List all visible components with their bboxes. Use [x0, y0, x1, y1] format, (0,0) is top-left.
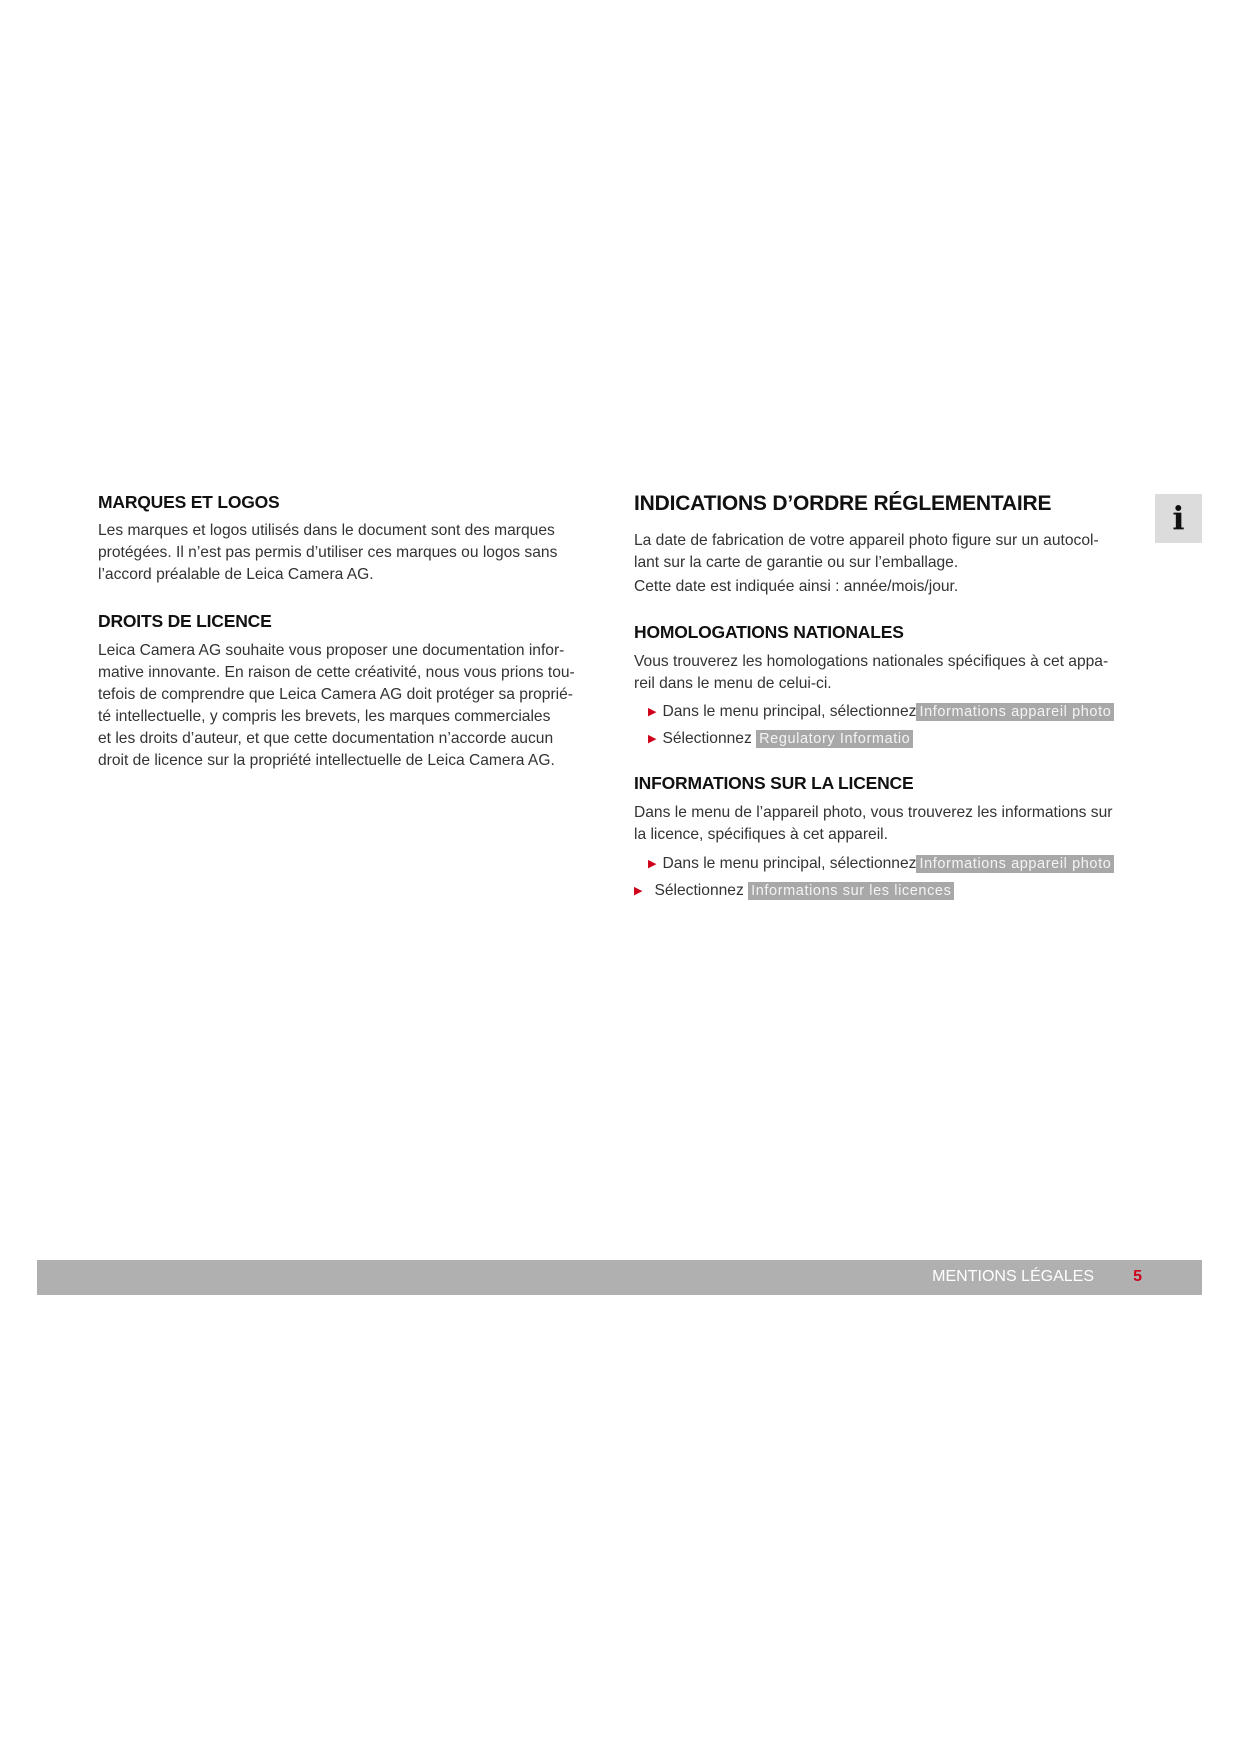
text-line: mative innovante. En raison de cette créativité, nous vous prions tou-: [98, 664, 575, 681]
text-line: protégées. Il n’est pas permis d’utiliser ces marques ou logos sans: [98, 544, 558, 561]
text-line: Cette date est indiquée ainsi : année/mois/jour.: [634, 578, 959, 595]
text-line: Dans le menu de l’appareil photo, vous trouverez les informations sur: [634, 804, 1113, 821]
paragraph-droits: [98, 640, 575, 772]
paragraph-licence: [634, 802, 1112, 846]
triangle-bullet-icon: ▶: [648, 706, 657, 718]
bullet-step: [648, 728, 913, 750]
heading-indications: INDICATIONS D’ORDRE RÉGLEMENTAIRE: [634, 492, 1052, 515]
page-footer: [37, 1260, 1202, 1295]
menu-item-label: Informations appareil photo: [916, 855, 1114, 873]
bullet-step: [634, 880, 954, 902]
heading-licence: INFORMATIONS SUR LA LICENCE: [634, 773, 914, 793]
info-icon: i: [1155, 494, 1202, 543]
text-line: la licence, spécifiques à cet appareil.: [634, 826, 888, 843]
bullet-step: [648, 853, 1114, 875]
paragraph-homologations: [634, 651, 1108, 695]
text-line: et les droits d’auteur, et que cette documentation n’accorde aucun: [98, 730, 554, 747]
text-line: té intellectuelle, y compris les brevets, les marques commerciales: [98, 708, 551, 725]
triangle-bullet-icon: ▶: [648, 858, 657, 870]
text-line: La date de fabrication de votre appareil photo figure sur un autocol-: [634, 532, 1099, 549]
text-line: Leica Camera AG souhaite vous proposer une documentation infor-: [98, 642, 565, 659]
heading-marques: MARQUES ET LOGOS: [98, 492, 280, 512]
text-line: reil dans le menu de celui-ci.: [634, 675, 832, 692]
step-text: Dans le menu principal, sélectionnez: [662, 703, 917, 720]
step-text: Sélectionnez: [654, 882, 744, 899]
text-line: l’accord préalable de Leica Camera AG.: [98, 566, 374, 583]
text-line: Les marques et logos utilisés dans le document sont des marques: [98, 522, 555, 539]
paragraph-indications: [634, 530, 1099, 598]
menu-item-label: Informations appareil photo: [916, 703, 1114, 721]
triangle-bullet-icon: ▶: [634, 885, 643, 897]
heading-droits: DROITS DE LICENCE: [98, 611, 272, 631]
text-line: Vous trouverez les homologations nationales spécifiques à cet appa-: [634, 653, 1109, 670]
page-number: 5: [1133, 1268, 1142, 1285]
text-line: lant sur la carte de garantie ou sur l’emballage.: [634, 554, 959, 571]
text-line: tefois de comprendre que Leica Camera AG doit protéger sa proprié-: [98, 686, 573, 703]
paragraph-marques: [98, 520, 557, 586]
bullet-step: [648, 701, 1114, 723]
section-title: MENTIONS LÉGALES: [932, 1268, 1094, 1285]
step-text: Sélectionnez: [662, 730, 752, 747]
triangle-bullet-icon: ▶: [648, 733, 657, 745]
menu-item-label: Regulatory Informatio: [756, 730, 913, 748]
heading-homologations: HOMOLOGATIONS NATIONALES: [634, 622, 904, 642]
text-line: droit de licence sur la propriété intellectuelle de Leica Camera AG.: [98, 752, 555, 769]
menu-item-label: Informations sur les licences: [748, 882, 954, 900]
step-text: Dans le menu principal, sélectionnez: [662, 855, 917, 872]
